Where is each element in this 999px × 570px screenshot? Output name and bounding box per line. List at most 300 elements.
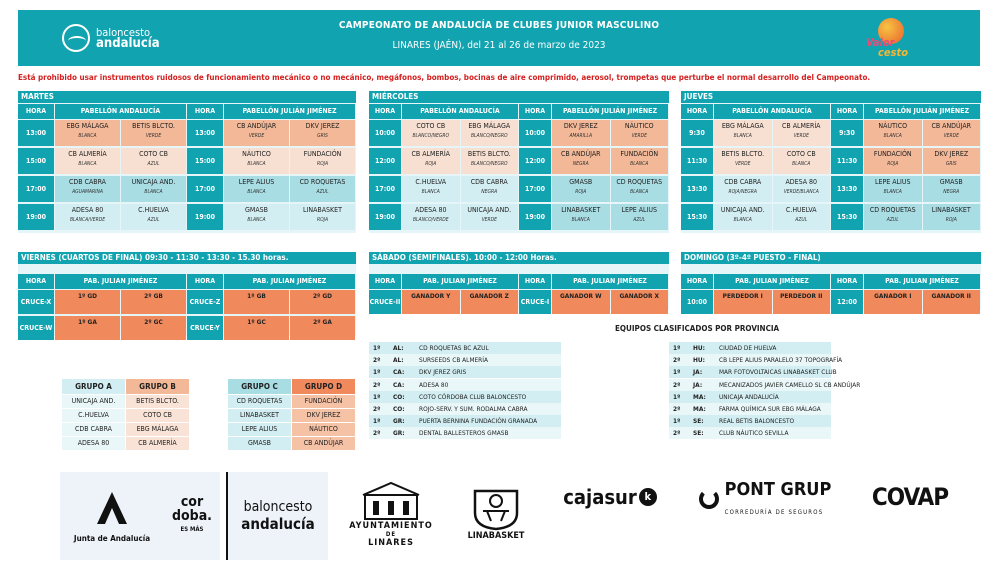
home-kit: VERDE [735,161,751,167]
equipo-pos: 1º [373,344,381,352]
away-team-cell [923,204,981,230]
home-kit: BLANCA [247,189,266,195]
away-kit: ROJA [316,217,329,223]
home-kit: NEGRA [572,161,589,167]
home-kit: VERDE [248,133,265,139]
home-team: CDB CABRA [724,178,762,186]
home-team: NÁUTICO [878,122,908,130]
cross-b-text: 2º GC [144,318,163,326]
cross-a-text: 1º GA [78,318,97,326]
away-kit: BLANCA [630,161,649,167]
away-team-cell [923,120,981,146]
equipo-row [369,427,561,439]
away-team-cell [290,204,355,230]
cross-team-a [55,316,120,340]
away-team: LINABASKET [303,206,342,214]
away-team-cell [290,120,355,146]
away-kit: AZUL [795,217,808,223]
home-team-cell [224,148,289,174]
equipo-row [369,354,561,366]
equipo-pos: 2º [673,380,681,389]
hora-header: HORA [369,274,401,289]
equipo-pos: 1º [673,344,681,352]
away-team: COTO CB [786,150,816,158]
covap-text: COVAP [871,483,949,511]
pont-grup-tagline: CORREDURÍA DE SEGUROS [724,508,824,516]
pavilion-header: PABELLÓN ANDALUCÍA [714,104,830,119]
match-time: 11:30 [831,148,863,174]
hora-header: HORA [681,274,713,289]
home-team-cell [714,120,772,146]
away-team: FUNDACIÓN [620,150,659,158]
away-team: CD ROQUETAS [299,178,346,186]
away-team-cell [121,148,186,174]
cross-label: CRUCE-Z [187,290,223,314]
home-team-cell [402,120,460,146]
home-team: GMASB [569,178,593,186]
away-team-cell [773,176,831,202]
cross-label: 10:00 [681,290,713,314]
home-team: CD ROQUETAS [869,206,916,214]
cross-team-b [923,290,981,314]
away-team-cell [461,120,519,146]
equipo-prov: MA: [693,392,706,401]
equipo-pos: 1º [673,417,681,426]
group-team: BETIS BLCTO. [126,395,189,408]
group-team: COTO CB [126,409,189,422]
home-team: CB ANDÚJAR [560,150,601,158]
home-team: CDB CABRA [69,178,106,186]
home-kit: ROJA [575,189,587,195]
home-team-cell [714,148,772,174]
cross-team-a [864,290,922,314]
match-time: 17:00 [369,176,401,202]
cesto-text: cesto [878,46,909,59]
group-team: CB ANDÚJAR [292,437,355,450]
equipo-row [669,391,831,403]
equipo-pos: 2º [673,356,681,365]
equipo-pos: 2º [373,405,381,413]
brand-line1: baloncesto [96,26,151,39]
es-mas-text: ES MÁS [180,526,204,533]
away-team-cell [121,176,186,202]
match-time: 10:00 [519,120,551,146]
home-team: CB ALMERÍA [68,150,107,158]
equipo-row [369,391,561,403]
equipo-row [669,403,831,415]
pavilion-header: PABELLÓN ANDALUCÍA [402,104,518,119]
equipo-prov: CO: [393,392,405,401]
sponsors-strip [40,466,980,562]
home-kit: BLANCA [733,133,752,139]
away-team: BETIS BLCTO. [132,122,175,130]
home-team: NÁUTICO [242,150,271,158]
away-team-cell [461,148,519,174]
equipo-pos: 1º [373,417,381,426]
cross-a-text: 1º GD [77,292,98,300]
pavilion-header: PABELLÓN JULIÁN JIMÉNEZ [864,104,980,119]
home-team-cell [224,176,289,202]
hora-header: HORA [681,104,713,119]
match-time: 13:00 [187,120,223,146]
hora-header: HORA [18,274,54,289]
equipo-prov: GR: [393,417,405,426]
home-kit: ROJA [425,161,437,167]
pavilion-header: PABELLÓN JULIÁN JIMÉNEZ [224,104,355,119]
home-team: ADESA 80 [71,206,104,214]
hora-header: HORA [18,104,54,119]
away-kit: VERDE [943,133,959,139]
pavilion-header: PAB. JULIAN JIMÉNEZ [402,274,518,289]
match-time: 9:30 [831,120,863,146]
home-team: BETIS BLCTO. [721,150,765,158]
match-time: 15:00 [18,148,54,174]
cross-a-text: GANADOR W [559,292,602,300]
group-team: DKV JEREZ [292,409,355,422]
match-time: 9:30 [681,120,713,146]
equipo-prov: AL: [393,344,404,352]
away-kit: GRIS [317,133,328,139]
home-kit: BLANCA [247,161,266,167]
equipo-name: CLUB NÁUTICO SEVILLA [719,429,789,438]
finals-panel [681,252,981,310]
home-kit: ROJA [887,161,899,167]
away-team: LEPE ALIUS [621,206,658,214]
away-team-cell [773,148,831,174]
linabasket-text: LINABASKET [467,531,525,541]
home-team-cell [55,204,120,230]
away-team-cell [611,120,669,146]
group-team: NÁUTICO [292,423,355,436]
cross-team-b [773,290,831,314]
away-team-cell [611,204,669,230]
doba-text: doba. [172,508,212,524]
away-team: UNICAJA AND. [467,206,512,214]
linabasket-shield-icon [471,487,521,531]
equipo-prov: HU: [693,356,705,365]
equipo-prov: CO: [393,405,405,413]
cross-a-text: GANADOR I [874,292,912,300]
away-kit: NEGRA [481,189,498,195]
home-team-cell [402,204,460,230]
home-team-cell [714,204,772,230]
home-kit: AGUAMARINA [72,189,103,195]
linabasket-logo [461,470,531,558]
match-time: 13:30 [831,176,863,202]
cross-b-text: 2º GD [312,292,333,300]
junta-andalucia-logo [60,472,164,560]
away-team: CD ROQUETAS [616,178,663,186]
group-team: C.HUELVA [62,409,125,422]
equipo-prov: JA: [693,380,703,389]
away-kit: AZUL [316,189,329,195]
home-team-cell [864,176,922,202]
equipo-pos: 2º [373,356,381,365]
home-kit: BLANCA [733,217,752,223]
away-kit: BLANCO/NEGRO [470,161,508,167]
equipo-prov: HU: [693,344,705,352]
match-time: 19:00 [18,204,54,230]
ayto-line1: AYUNTAMIENTO [349,520,433,531]
equipo-row [369,415,561,427]
home-kit: BLANCO/VERDE [412,217,449,223]
home-kit: AZUL [886,217,899,223]
home-team: LINABASKET [561,206,601,214]
home-team-cell [864,120,922,146]
finals-title: DOMINGO (3º-4º PUESTO - FINAL) [681,252,981,264]
match-time: 15:00 [187,148,223,174]
away-team-cell [290,176,355,202]
pavilion-header: PAB. JULIAN JIMÉNEZ [552,274,668,289]
away-kit: VERDE [481,217,497,223]
away-kit: VERDE [631,133,647,139]
away-team-cell [773,204,831,230]
cross-team-b [121,290,186,314]
equipo-prov: MA: [693,405,706,413]
away-team: NÁUTICO [624,122,654,130]
junta-a-icon [95,490,129,526]
cross-team-b [121,316,186,340]
cross-b-text: 2º GB [144,292,163,300]
equipo-row [669,379,861,391]
away-team-cell [290,148,355,174]
covap-logo [850,472,970,522]
away-kit: BLANCA [792,161,811,167]
day-name: JUEVES [681,91,981,103]
equipo-row [669,427,831,439]
equipo-prov: JA: [693,368,703,377]
home-team-cell [552,120,610,146]
away-team-cell [461,204,519,230]
header-banner [18,10,980,66]
away-kit: BLANCO/NEGRO [470,133,508,139]
ayuntamiento-linares-logo [343,470,439,558]
day-panel [681,91,981,233]
hora-header: HORA [831,274,863,289]
equipo-name: DKV JEREZ GRIS [419,368,467,377]
home-team: LEPE ALIUS [874,178,911,186]
cross-b-text: GANADOR Z [469,292,509,300]
away-kit: VERDE/BLANCA [783,189,819,195]
finals-panel [18,252,356,336]
home-kit: BLANCA [421,189,440,195]
match-time: 13:30 [681,176,713,202]
group-header: GRUPO A [62,379,125,394]
equipo-row [669,354,843,366]
group-team: EBG MÁLAGA [126,423,189,436]
cross-team-a [55,290,120,314]
match-time: 13:00 [18,120,54,146]
cajasur-text: cajasur [563,485,637,509]
home-kit: AMARILLA [569,133,593,139]
home-team-cell [402,148,460,174]
group-header: GRUPO D [292,379,355,394]
equipo-row [369,366,561,378]
away-team: LINABASKET [931,206,971,214]
equipo-pos: 1º [373,368,381,377]
home-team-cell [224,120,289,146]
cross-team-a [224,290,289,314]
away-kit: AZUL [147,217,160,223]
away-team: DKV JEREZ [305,122,340,130]
cross-b-text: 2º GA [313,318,332,326]
home-team: C.HUELVA [415,178,447,186]
equipo-prov: SE: [693,417,704,426]
group-team: ADESA 80 [62,437,125,450]
cross-label: CRUCE-II [369,290,401,314]
away-team: FUNDACIÓN [303,150,342,158]
home-team: CB ANDÚJAR [236,122,277,130]
day-name: MARTES [18,91,356,103]
equipo-name: CD ROQUETAS BC AZUL [419,344,489,352]
away-team: EBG MÁLAGA [468,122,511,130]
away-team-cell [611,176,669,202]
away-team: CB ANDÚJAR [931,122,972,130]
pavilion-header: PAB. JULIAN JIMÉNEZ [224,274,355,289]
cross-team-b [461,290,519,314]
match-time: 12:00 [369,148,401,174]
away-kit: ROJA [945,217,957,223]
equipo-name: PUERTA BERNINA FUNDACIÓN GRANADA [419,417,538,426]
equipo-pos: 1º [673,392,681,401]
equipo-row [369,403,561,415]
home-team-cell [402,176,460,202]
noise-warning: Está prohibido usar instrumentos ruidosos de funcionamiento mecánico o no mecánico, megáfonos, bombos, bocinas de aire comprimido, aerosol, trompetas que perturbe el normal desarrollo del Campeonato. [18,73,871,82]
cor-text: cor [180,494,204,510]
equipo-name: FARMA QUÍMICA SUR EBG MÁLAGA [719,405,821,413]
group-team: UNICAJA AND. [62,395,125,408]
equipo-name: MAR FOTOVOLTAICAS LINABASKET CLUB [719,368,837,377]
ayto-line2: DE [385,530,397,538]
away-team: UNICAJA AND. [131,178,176,186]
match-time: 17:00 [519,176,551,202]
away-kit: AZUL [147,161,160,167]
home-team: LEPE ALIUS [238,178,275,186]
away-team-cell [461,176,519,202]
pavilion-header: PAB. JULIAN JIMÉNEZ [714,274,830,289]
cross-team-a [552,290,610,314]
home-team: FUNDACIÓN [873,150,912,158]
away-team: COTO CB [139,150,168,158]
away-team-cell [611,148,669,174]
match-time: 11:30 [681,148,713,174]
home-team-cell [864,204,922,230]
equipo-row [669,415,831,427]
equipo-pos: 2º [373,380,381,389]
cajasur-logo [540,470,680,524]
home-team-cell [864,148,922,174]
equipo-prov: GR: [393,429,405,438]
equipo-name: REAL BETIS BALONCESTO [719,417,795,426]
equipo-row [369,342,561,354]
match-time: 17:00 [18,176,54,202]
away-kit: ROJA [316,161,329,167]
away-team: GMASB [939,178,963,186]
town-hall-icon [359,481,423,521]
home-kit: ROJA/NEGRA [728,189,757,195]
equipo-prov: CA: [393,380,405,389]
home-kit: BLANCA/VERDE [69,217,106,223]
cross-b-text: PERDEDOR II [780,292,823,300]
home-team: EBG MÁLAGA [66,122,109,130]
day-panel [369,91,669,233]
group-team: CD ROQUETAS [228,395,291,408]
cross-team-b [290,290,355,314]
away-team: DKV JEREZ [934,150,969,158]
home-kit: BLANCO/NEGRO [412,133,450,139]
pavilion-header: PAB. JULIAN JIMÉNEZ [864,274,980,289]
away-team-cell [923,176,981,202]
away-kit: VERDE [145,133,162,139]
home-team-cell [714,176,772,202]
hora-header: HORA [187,104,223,119]
away-team: CDB CABRA [470,178,508,186]
equipo-name: SURSEEDS CB ALMERÍA [419,356,488,365]
valor-text: Valor [866,36,895,49]
away-team: CB ALMERÍA [782,122,821,130]
group-team: CB ALMERÍA [126,437,189,450]
home-team: ADESA 80 [414,206,447,214]
group-team: GMASB [228,437,291,450]
equipo-name: ADESA 80 [419,380,449,389]
equipo-name: CIUDAD DE HUELVA [719,344,777,352]
valorcesto-logo [860,16,920,60]
equipo-pos: 2º [673,429,681,438]
away-team-cell [923,148,981,174]
home-team-cell [552,204,610,230]
cross-a-text: PERDEDOR I [722,292,763,300]
home-team: DKV JEREZ [563,122,598,130]
match-time: 15:30 [681,204,713,230]
match-time: 17:00 [187,176,223,202]
equipo-row [669,342,831,354]
hora-header: HORA [519,274,551,289]
home-kit: BLANCA [78,133,97,139]
equipo-pos: 2º [373,429,381,438]
home-team: COTO CB [416,122,446,130]
home-kit: BLANCA [883,133,902,139]
cajasur-k-icon: k [639,488,657,506]
pavilion-header: PABELLÓN ANDALUCÍA [55,104,186,119]
equipo-name: CB LEPE ALIUS PARALELO 37 TOPOGRAFÍA [719,356,843,365]
cross-label: 12:00 [831,290,863,314]
pont-grup-logo [690,474,840,524]
cross-team-b [611,290,669,314]
page-title: CAMPEONATO DE ANDALUCÍA DE CLUBES JUNIOR MASCULINO [338,20,660,31]
junta-text: Junta de Andalucía [73,533,151,543]
home-team: CB ALMERÍA [411,150,450,158]
home-kit: BLANCA [883,189,902,195]
away-kit: VERDE [793,133,809,139]
home-team-cell [224,204,289,230]
away-team-cell [773,120,831,146]
day-name: MIÉRCOLES [369,91,669,103]
hora-header: HORA [369,104,401,119]
cross-team-a [402,290,460,314]
equipo-row [369,379,561,391]
brand-line2: andalucía [96,36,160,51]
cordoba-logo [164,472,220,560]
equipos-title: EQUIPOS CLASIFICADOS POR PROVINCIA [615,324,780,333]
cross-label: CRUCE-I [519,290,551,314]
away-kit: BLANCA [144,189,163,195]
away-kit: BLANCA [630,189,649,195]
home-team-cell [55,176,120,202]
equipo-pos: 2º [673,405,681,413]
pavilion-header: PAB. JULIAN JIMÉNEZ [55,274,186,289]
pavilion-header: PABELLÓN JULIÁN JIMÉNEZ [552,104,668,119]
cross-b-text: GANADOR II [931,292,971,300]
